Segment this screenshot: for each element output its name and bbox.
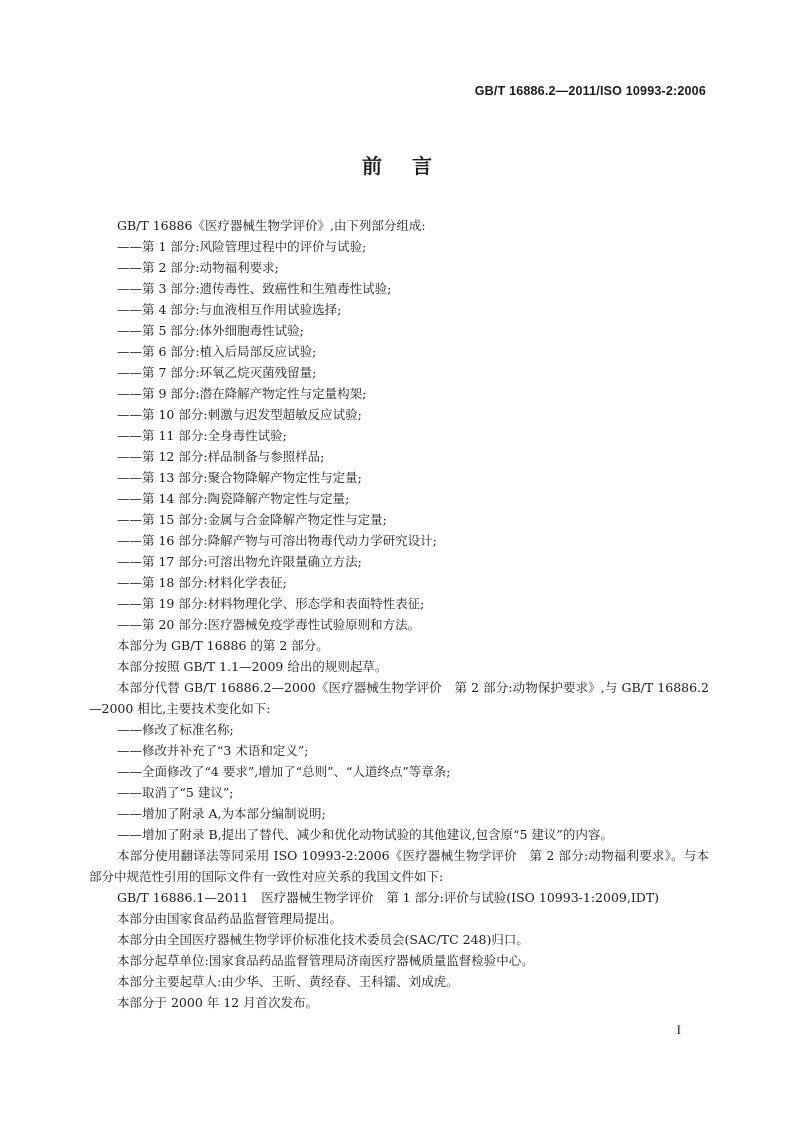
- drafting-unit-statement: 本部分起草单位:国家食品药品监督管理局济南医疗器械质量监督检验中心。: [117, 953, 534, 968]
- list-item: ——全面修改了“4 要求”,增加了“总则”、“人道终点”等章条;: [117, 764, 451, 779]
- page-number: I: [676, 1022, 681, 1037]
- list-item: ——修改并补充了“3 术语和定义”;: [117, 743, 309, 758]
- list-item: ——第 18 部分:材料化学表征;: [117, 575, 287, 590]
- list-item: ——第 12 部分:样品制备与参照样品;: [117, 449, 325, 464]
- reference-line: GB/T 16886.1—2011 医疗器械生物学评价 第 1 部分:评价与试验(ISO 10993-1:2009,IDT): [117, 890, 660, 905]
- changes-list: [89, 719, 709, 845]
- list-item: ——第 5 部分:体外细胞毒性试验;: [117, 323, 304, 338]
- list-item: ——增加了附录 B,提出了替代、减少和优化动物试验的其他建议,包含原“5 建议”的内容。: [117, 827, 613, 842]
- list-item: ——第 19 部分:材料物理化学、形态学和表面特性表征;: [117, 596, 425, 611]
- translation-paragraph: 本部分使用翻译法等同采用 ISO 10993-2:2006《医疗器械生物学评价 第 2 部分:动物福利要求》。与本部分中规范性引用的国际文件有一致性对应关系的我国文件如下:: [89, 848, 709, 884]
- drafting-rules-statement: 本部分按照 GB/T 1.1—2009 给出的规则起草。: [117, 659, 388, 674]
- list-item: ——第 15 部分:金属与合金降解产物定性与定量;: [117, 512, 387, 527]
- list-item: ——第 17 部分:可溶出物允许限量确立方法;: [117, 554, 362, 569]
- proposer-statement: 本部分由国家食品药品监督管理局提出。: [117, 911, 343, 926]
- committee-statement: 本部分由全国医疗器械生物学评价标准化技术委员会(SAC/TC 248)归口。: [117, 932, 529, 947]
- list-item: ——第 13 部分:聚合物降解产物定性与定量;: [117, 470, 362, 485]
- document-body: [89, 215, 709, 1013]
- list-item: ——第 11 部分:全身毒性试验;: [117, 428, 287, 443]
- intro-paragraph: GB/T 16886《医疗器械生物学评价》,由下列部分组成:: [117, 218, 426, 233]
- list-item: ——第 6 部分:植入后局部反应试验;: [117, 344, 317, 359]
- parts-list: [89, 236, 709, 635]
- part-statement: 本部分为 GB/T 16886 的第 2 部分。: [117, 638, 329, 653]
- list-item: ——取消了“5 建议”;: [117, 785, 234, 800]
- list-item: ——第 14 部分:陶瓷降解产物定性与定量;: [117, 491, 350, 506]
- list-item: ——第 1 部分:风险管理过程中的评价与试验;: [117, 239, 367, 254]
- list-item: ——增加了附录 A,为本部分编制说明;: [117, 806, 326, 821]
- list-item: ——第 9 部分:潜在降解产物定性与定量构架;: [117, 386, 367, 401]
- list-item: ——第 10 部分:刺激与迟发型超敏反应试验;: [117, 407, 362, 422]
- list-item: ——第 20 部分:医疗器械免疫学毒性试验原则和方法。: [117, 617, 421, 632]
- standard-code: GB/T 16886.2—2011/ISO 10993-2:2006: [474, 84, 706, 98]
- list-item: ——第 2 部分:动物福利要求;: [117, 260, 279, 275]
- first-release-statement: 本部分于 2000 年 12 月首次发布。: [117, 995, 319, 1010]
- list-item: ——第 7 部分:环氧乙烷灭菌残留量;: [117, 365, 317, 380]
- replaces-paragraph: 本部分代替 GB/T 16886.2—2000《医疗器械生物学评价 第 2 部分:动物保护要求》,与 GB/T 16886.2—2000 相比,主要技术变化如下:: [89, 680, 709, 716]
- list-item: ——第 4 部分:与血液相互作用试验选择;: [117, 302, 342, 317]
- list-item: ——修改了标准名称;: [117, 722, 234, 737]
- list-item: ——第 3 部分:遗传毒性、致癌性和生殖毒性试验;: [117, 281, 392, 296]
- page-title: 前言: [362, 154, 462, 178]
- list-item: ——第 16 部分:降解产物与可溶出物毒代动力学研究设计;: [117, 533, 437, 548]
- drafters-statement: 本部分主要起草人:由少华、王昕、黄经春、王科镭、刘成虎。: [117, 974, 459, 989]
